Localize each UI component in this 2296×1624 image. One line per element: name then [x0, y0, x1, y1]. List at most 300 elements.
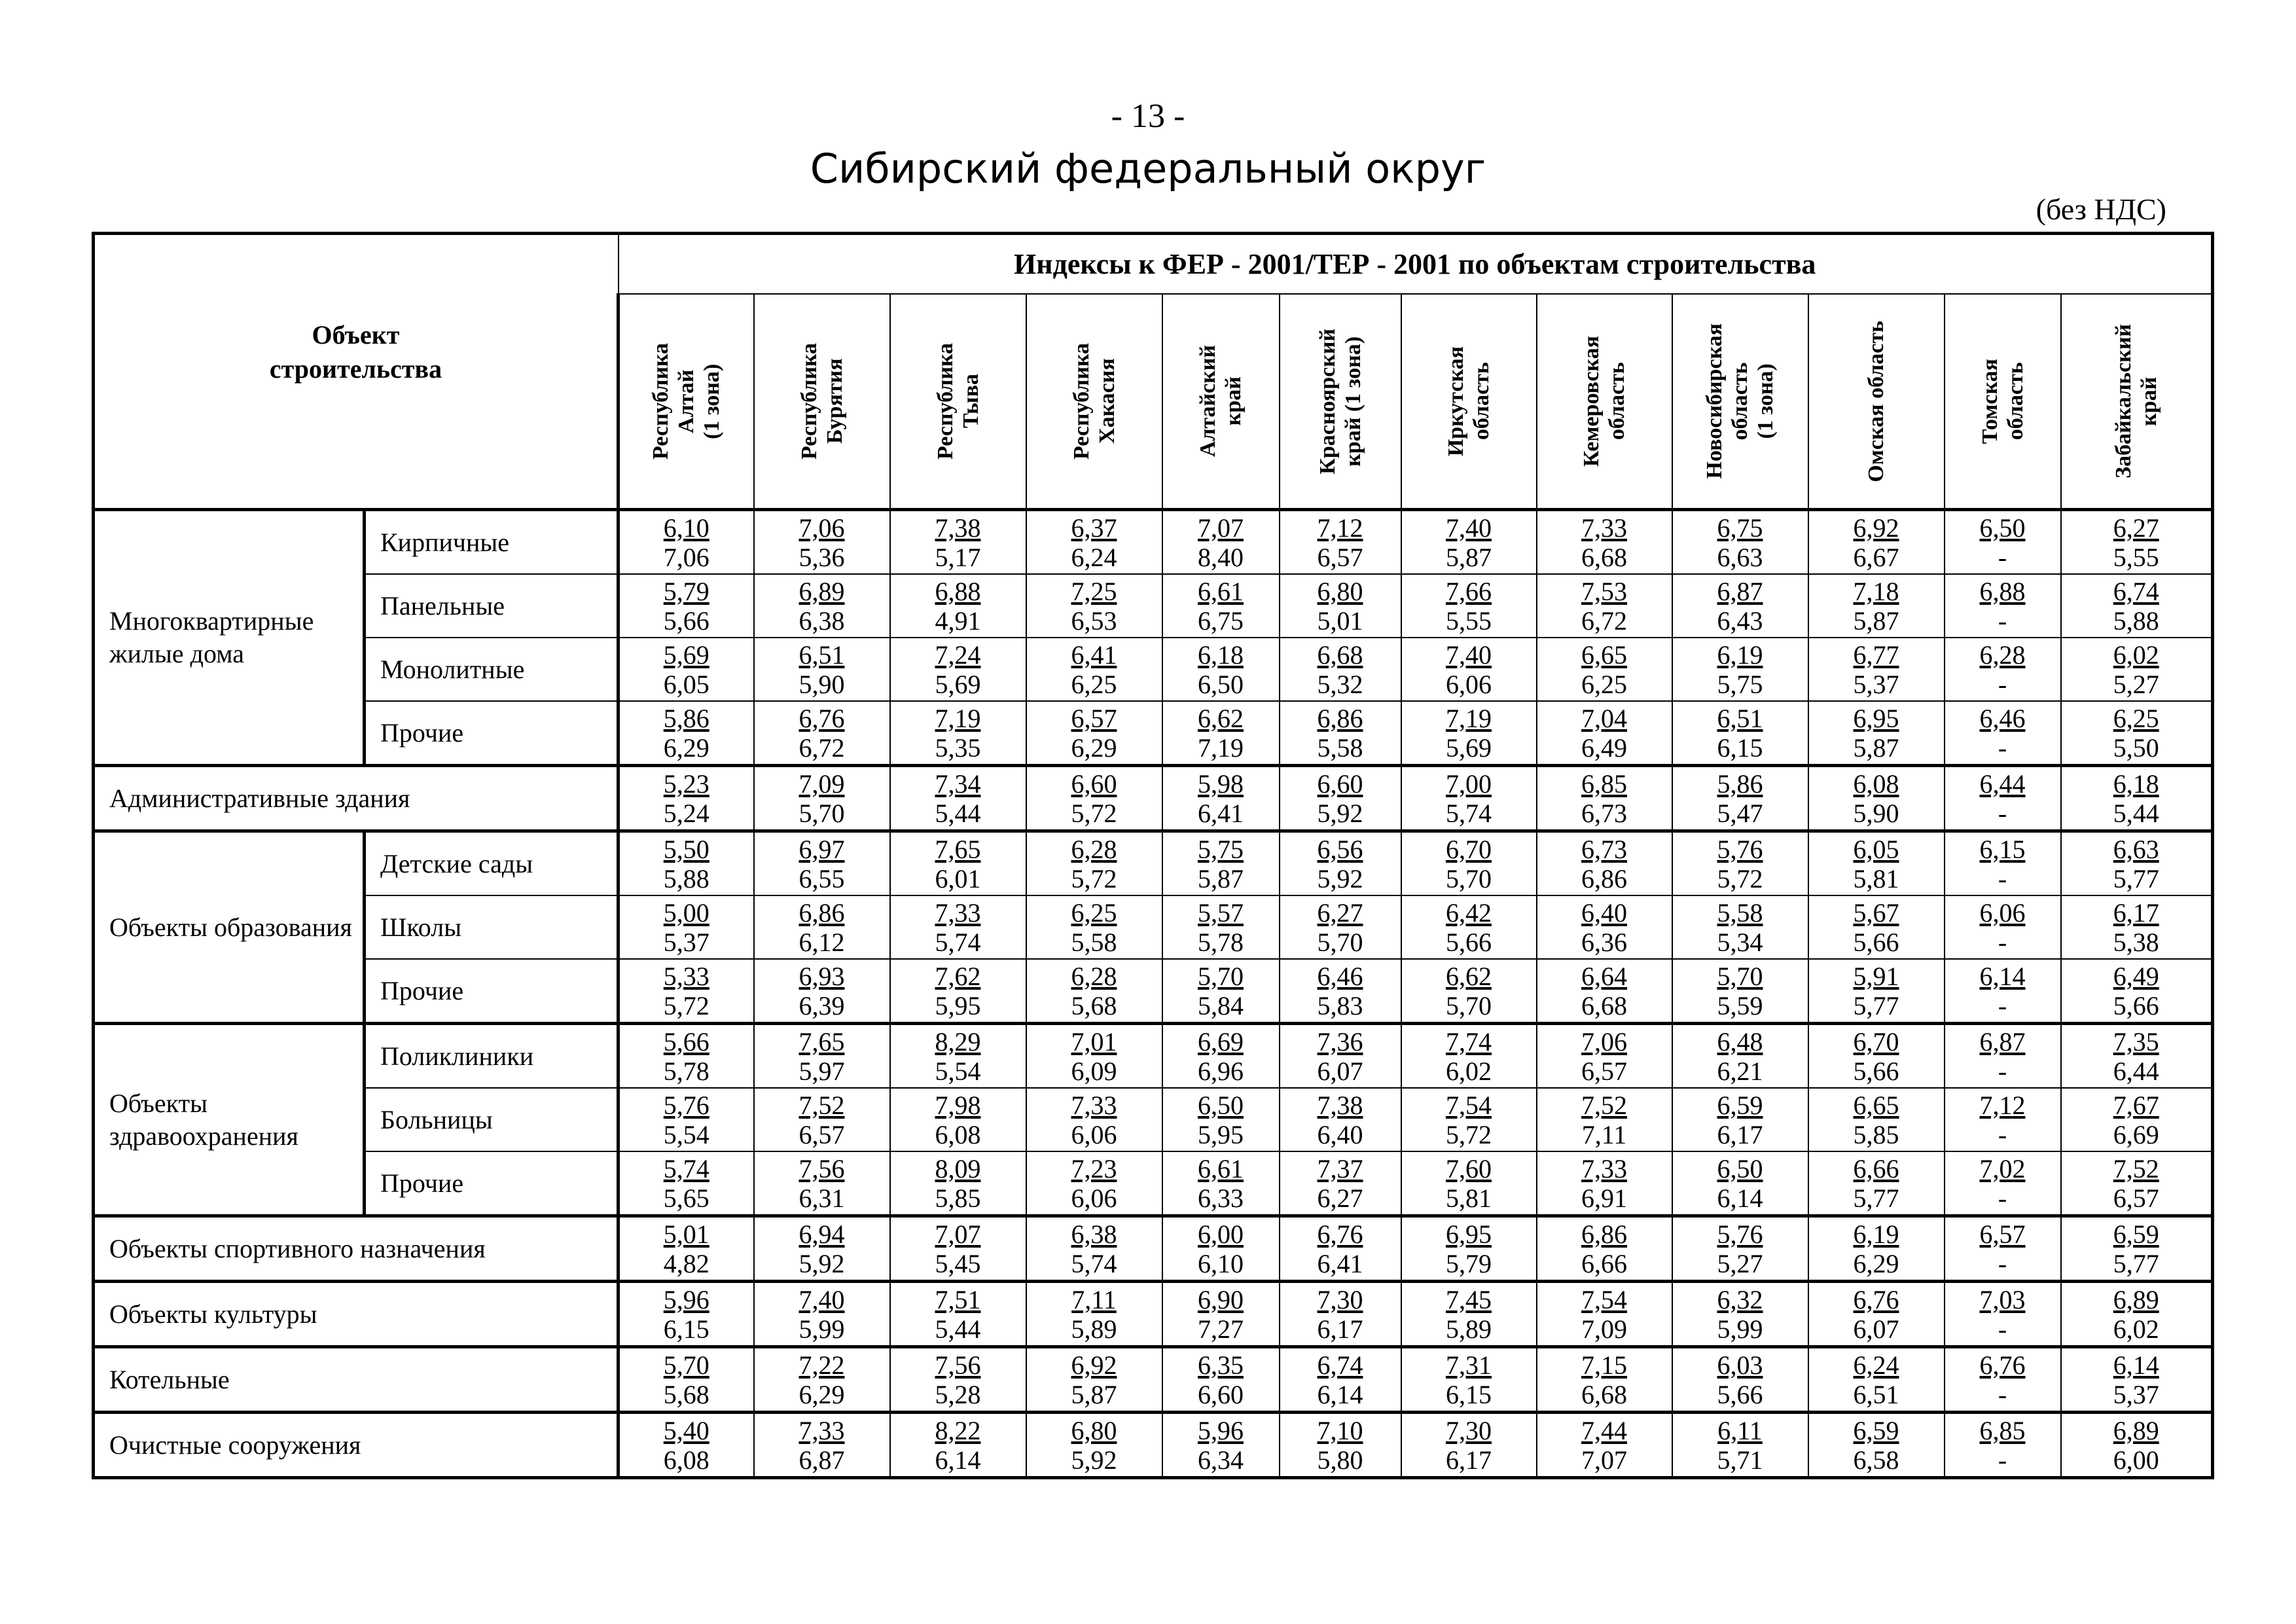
index-value-top: 6,44	[1979, 768, 2026, 799]
index-value-top: 6,87	[1717, 576, 1763, 606]
index-value-top: 5,50	[663, 834, 709, 864]
index-cell	[1401, 1088, 1537, 1151]
index-value-bottom: 6,72	[1581, 605, 1627, 636]
object-subtype-label: Прочие	[365, 959, 619, 1024]
index-cell	[1672, 1413, 1808, 1478]
index-value-top: 7,40	[1446, 513, 1492, 543]
table-row	[94, 1088, 2213, 1151]
index-cell	[1672, 638, 1808, 701]
index-value-top: 7,24	[935, 640, 981, 670]
index-cell	[1945, 1151, 2061, 1216]
index-cell	[1162, 638, 1280, 701]
index-value-bottom: 5,83	[1317, 990, 1363, 1020]
index-cell	[1026, 959, 1162, 1024]
index-value-bottom: 5,37	[1853, 669, 1899, 699]
index-value-top: 5,86	[663, 703, 709, 733]
index-value-top: 6,88	[935, 576, 981, 606]
index-value-bottom: 5,77	[1853, 990, 1899, 1020]
index-cell	[1672, 895, 1808, 959]
index-value-bottom: 6,02	[2113, 1314, 2159, 1344]
index-value-bottom: 5,66	[2113, 990, 2159, 1020]
index-value-top: 6,51	[1717, 703, 1763, 733]
region-header	[2061, 294, 2213, 510]
index-value-bottom: 7,09	[1581, 1314, 1627, 1344]
index-value-top: 6,73	[1581, 834, 1627, 864]
index-value-bottom: 5,37	[2113, 1379, 2159, 1409]
table-row	[94, 1413, 2213, 1478]
index-cell	[1401, 959, 1537, 1024]
index-value-top: 7,53	[1581, 576, 1627, 606]
index-cell	[1280, 1088, 1401, 1151]
index-value-top: 6,85	[1581, 768, 1627, 799]
index-value-top: 5,70	[663, 1350, 709, 1380]
index-cell	[754, 1347, 890, 1413]
index-cell	[754, 510, 890, 575]
index-value-bottom: 5,97	[798, 1056, 845, 1086]
index-value-top: 6,10	[663, 513, 709, 543]
region-header	[1280, 294, 1401, 510]
index-value-top: 6,57	[1071, 703, 1117, 733]
index-value-bottom: 5,44	[935, 1314, 981, 1344]
index-value-bottom: 6,58	[1853, 1445, 1899, 1475]
index-value-top: 6,62	[1446, 961, 1492, 991]
index-cell	[1808, 1088, 1945, 1151]
index-cell	[1162, 1216, 1280, 1282]
index-cell	[619, 1216, 754, 1282]
index-value-bottom: 6,14	[935, 1445, 981, 1475]
index-value-bottom: 6,24	[1071, 542, 1117, 572]
index-value-top: 7,09	[798, 768, 845, 799]
index-value-bottom: -	[1998, 927, 2007, 957]
index-value-bottom: 6,29	[798, 1379, 845, 1409]
index-value-bottom: 5,85	[1853, 1119, 1899, 1149]
index-cell	[1280, 510, 1401, 575]
index-cell	[1808, 701, 1945, 766]
index-cell	[754, 766, 890, 831]
index-cell	[1537, 638, 1672, 701]
region-header	[890, 294, 1026, 510]
index-value-bottom: 6,21	[1717, 1056, 1763, 1086]
index-cell	[1537, 1151, 1672, 1216]
index-value-bottom: 6,41	[1317, 1248, 1363, 1278]
index-value-top: 5,23	[663, 768, 709, 799]
index-value-bottom: 5,89	[1446, 1314, 1492, 1344]
index-cell	[1162, 766, 1280, 831]
object-group-label: Объекты образования	[94, 831, 365, 1024]
index-cell	[1537, 1413, 1672, 1478]
index-cell	[2061, 1413, 2213, 1478]
region-header-label: Новосибирская область (1 зона)	[1702, 323, 1778, 479]
index-value-bottom: 6,12	[798, 927, 845, 957]
index-value-bottom: 7,11	[1581, 1119, 1627, 1149]
index-cell	[1280, 1282, 1401, 1347]
index-value-bottom: 6,68	[1581, 542, 1627, 572]
index-value-top: 6,92	[1071, 1350, 1117, 1380]
index-cell	[890, 1347, 1026, 1413]
page-number: - 13 -	[1111, 98, 1185, 135]
index-cell	[1672, 701, 1808, 766]
index-value-bottom: 6,87	[798, 1445, 845, 1475]
object-group-label: Объекты здравоохранения	[94, 1024, 365, 1216]
index-value-bottom: 5,72	[1071, 798, 1117, 828]
index-value-bottom: 6,43	[1717, 605, 1763, 636]
index-cell	[2061, 1347, 2213, 1413]
index-value-bottom: 6,17	[1446, 1445, 1492, 1475]
index-value-bottom: 6,06	[1446, 669, 1492, 699]
index-value-top: 7,66	[1446, 576, 1492, 606]
index-value-top: 7,37	[1317, 1153, 1363, 1183]
index-value-bottom: 5,58	[1071, 927, 1117, 957]
index-cell	[1537, 701, 1672, 766]
index-value-top: 7,36	[1317, 1026, 1363, 1056]
index-value-top: 5,70	[1198, 961, 1244, 991]
index-value-top: 5,75	[1198, 834, 1244, 864]
index-value-top: 6,74	[2113, 576, 2159, 606]
index-cell	[1280, 1347, 1401, 1413]
index-cell	[890, 1216, 1026, 1282]
index-value-top: 6,85	[1979, 1415, 2026, 1445]
index-value-bottom: 5,92	[1071, 1445, 1117, 1475]
index-value-top: 6,89	[2113, 1284, 2159, 1314]
index-value-bottom: 5,99	[798, 1314, 845, 1344]
index-cell	[1945, 895, 2061, 959]
region-header	[1672, 294, 1808, 510]
index-value-bottom: 5,65	[663, 1183, 709, 1213]
index-value-top: 6,97	[798, 834, 845, 864]
indices-header: Индексы к ФЕР - 2001/ТЕР - 2001 по объектам строительства	[619, 234, 2213, 295]
index-value-bottom: 5,58	[1317, 732, 1363, 763]
index-value-top: 7,54	[1446, 1090, 1492, 1120]
index-value-bottom: 5,75	[1717, 669, 1763, 699]
index-value-bottom: 6,86	[1581, 863, 1627, 893]
index-cell	[754, 1151, 890, 1216]
index-value-top: 5,57	[1198, 897, 1244, 928]
region-header-label: Кемеровская область	[1579, 335, 1629, 467]
object-column-header-text: Объект строительства	[269, 319, 442, 384]
index-value-top: 5,96	[1198, 1415, 1244, 1445]
index-value-bottom: 5,69	[935, 669, 981, 699]
region-header	[1808, 294, 1945, 510]
index-value-top: 6,64	[1581, 961, 1627, 991]
index-value-top: 6,32	[1717, 1284, 1763, 1314]
index-cell	[619, 701, 754, 766]
index-value-bottom: 4,91	[935, 605, 981, 636]
index-value-top: 6,66	[1853, 1153, 1899, 1183]
index-value-bottom: 8,40	[1198, 542, 1244, 572]
index-value-top: 6,95	[1446, 1219, 1492, 1249]
index-cell	[1026, 638, 1162, 701]
index-value-bottom: 6,14	[1717, 1183, 1763, 1213]
index-value-bottom: 6,08	[663, 1445, 709, 1475]
object-subtype-label: Монолитные	[365, 638, 619, 701]
index-cell	[1280, 895, 1401, 959]
index-value-bottom: 5,34	[1717, 927, 1763, 957]
index-value-top: 6,86	[1581, 1219, 1627, 1249]
index-cell	[754, 1024, 890, 1089]
index-value-top: 7,23	[1071, 1153, 1117, 1183]
index-cell	[1280, 766, 1401, 831]
index-cell	[1672, 1024, 1808, 1089]
index-value-bottom: 7,19	[1198, 732, 1244, 763]
table-row	[94, 1216, 2213, 1282]
index-value-bottom: 5,77	[2113, 863, 2159, 893]
index-value-top: 7,52	[1581, 1090, 1627, 1120]
index-cell	[1162, 574, 1280, 638]
index-cell	[1026, 701, 1162, 766]
table-row	[94, 510, 2213, 575]
index-value-top: 6,88	[1979, 576, 2026, 606]
index-value-top: 6,93	[798, 961, 845, 991]
index-value-top: 6,80	[1071, 1415, 1117, 1445]
index-value-bottom: 6,14	[1317, 1379, 1363, 1409]
index-value-top: 5,70	[1717, 961, 1763, 991]
index-value-top: 6,25	[2113, 703, 2159, 733]
index-cell	[1945, 959, 2061, 1024]
index-value-bottom: 5,99	[1717, 1314, 1763, 1344]
index-value-top: 7,06	[798, 513, 845, 543]
index-value-top: 6,11	[1717, 1415, 1763, 1445]
index-cell	[1945, 831, 2061, 896]
index-value-bottom: 5,92	[1317, 863, 1363, 893]
index-cell	[2061, 895, 2213, 959]
index-value-top: 6,06	[1979, 897, 2026, 928]
index-value-bottom: 5,72	[1446, 1119, 1492, 1149]
index-cell	[619, 1282, 754, 1347]
index-cell	[1280, 959, 1401, 1024]
region-header	[619, 294, 754, 510]
index-cell	[1162, 1347, 1280, 1413]
index-value-top: 6,89	[2113, 1415, 2159, 1445]
index-value-top: 6,94	[798, 1219, 845, 1249]
index-cell	[1401, 1413, 1537, 1478]
index-value-bottom: 6,57	[1581, 1056, 1627, 1086]
index-value-bottom: 5,92	[1317, 798, 1363, 828]
index-cell	[890, 1151, 1026, 1216]
index-cell	[2061, 701, 2213, 766]
index-value-bottom: 5,85	[935, 1183, 981, 1213]
index-value-top: 6,38	[1071, 1219, 1117, 1249]
object-subtype-label: Больницы	[365, 1088, 619, 1151]
index-value-bottom: -	[1998, 1445, 2007, 1475]
index-value-bottom: 6,68	[1581, 1379, 1627, 1409]
index-cell	[2061, 510, 2213, 575]
index-value-top: 7,52	[2113, 1153, 2159, 1183]
index-cell	[2061, 1151, 2213, 1216]
index-value-bottom: 5,72	[663, 990, 709, 1020]
index-value-top: 6,70	[1446, 834, 1492, 864]
index-value-bottom: 5,89	[1071, 1314, 1117, 1344]
index-cell	[1401, 510, 1537, 575]
index-value-top: 5,98	[1198, 768, 1244, 799]
index-cell	[1401, 895, 1537, 959]
index-cell	[754, 1216, 890, 1282]
index-value-top: 6,61	[1198, 1153, 1244, 1183]
index-value-bottom: 5,54	[663, 1119, 709, 1149]
table-row	[94, 638, 2213, 701]
index-value-bottom: 6,02	[1446, 1056, 1492, 1086]
table-row	[94, 701, 2213, 766]
index-cell	[1945, 574, 2061, 638]
index-value-bottom: 5,87	[1446, 542, 1492, 572]
object-label: Котельные	[94, 1347, 619, 1413]
index-value-bottom: 5,77	[2113, 1248, 2159, 1278]
index-value-bottom: 6,15	[1717, 732, 1763, 763]
index-cell	[1026, 831, 1162, 896]
index-cell	[890, 831, 1026, 896]
object-subtype-label: Прочие	[365, 1151, 619, 1216]
index-cell	[890, 510, 1026, 575]
index-value-bottom: 5,54	[935, 1056, 981, 1086]
index-cell	[1537, 766, 1672, 831]
index-value-top: 6,62	[1198, 703, 1244, 733]
index-cell	[1537, 1216, 1672, 1282]
index-cell	[619, 959, 754, 1024]
index-value-bottom: -	[1998, 1183, 2007, 1213]
index-cell	[1537, 510, 1672, 575]
index-value-bottom: 6,55	[798, 863, 845, 893]
index-value-bottom: 5,66	[1446, 927, 1492, 957]
index-cell	[619, 1151, 754, 1216]
index-value-bottom: 5,66	[1853, 927, 1899, 957]
index-value-top: 6,92	[1853, 513, 1899, 543]
index-value-top: 7,56	[935, 1350, 981, 1380]
index-value-bottom: 6,41	[1198, 798, 1244, 828]
index-value-top: 6,28	[1071, 961, 1117, 991]
index-value-bottom: 6,57	[1317, 542, 1363, 572]
index-cell	[1808, 1024, 1945, 1089]
index-value-top: 7,22	[798, 1350, 845, 1380]
index-value-bottom: -	[1998, 1248, 2007, 1278]
index-value-bottom: 5,55	[1446, 605, 1492, 636]
region-header	[1945, 294, 2061, 510]
index-value-top: 5,96	[663, 1284, 709, 1314]
index-value-top: 6,76	[1979, 1350, 2026, 1380]
page-title: Сибирский федеральный округ	[810, 145, 1486, 192]
index-cell	[1537, 1088, 1672, 1151]
index-value-bottom: 5,32	[1317, 669, 1363, 699]
index-value-top: 7,33	[935, 897, 981, 928]
index-value-top: 6,60	[1317, 768, 1363, 799]
index-value-top: 5,74	[663, 1153, 709, 1183]
object-group-label: Многоквартирные жилые дома	[94, 510, 365, 766]
index-cell	[754, 1282, 890, 1347]
index-cell	[1672, 1347, 1808, 1413]
index-value-top: 6,56	[1317, 834, 1363, 864]
index-value-bottom: 6,29	[1071, 732, 1117, 763]
index-value-bottom: 5,95	[1198, 1119, 1244, 1149]
index-value-top: 6,00	[1198, 1219, 1244, 1249]
index-cell	[1808, 1216, 1945, 1282]
index-value-bottom: 6,06	[1071, 1119, 1117, 1149]
index-value-top: 5,76	[1717, 834, 1763, 864]
region-header-label: Алтайский край	[1196, 345, 1246, 458]
index-table	[92, 232, 2214, 1479]
index-value-bottom: 5,69	[1446, 732, 1492, 763]
index-cell	[1280, 1024, 1401, 1089]
index-value-top: 7,35	[2113, 1026, 2159, 1056]
region-header-label: Иркутская область	[1444, 346, 1494, 457]
index-value-top: 6,48	[1717, 1026, 1763, 1056]
index-value-bottom: 6,09	[1071, 1056, 1117, 1086]
index-value-bottom: 5,70	[1317, 927, 1363, 957]
index-value-top: 7,03	[1979, 1284, 2026, 1314]
index-cell	[1808, 1347, 1945, 1413]
index-value-top: 6,59	[2113, 1219, 2159, 1249]
index-value-top: 7,33	[1581, 513, 1627, 543]
table-row	[94, 766, 2213, 831]
index-value-top: 7,11	[1071, 1284, 1117, 1314]
index-cell	[1401, 766, 1537, 831]
index-value-bottom: 5,45	[935, 1248, 981, 1278]
index-value-bottom: -	[1998, 990, 2007, 1020]
region-header-label: Республика Тыва	[933, 343, 983, 460]
index-cell	[1401, 1347, 1537, 1413]
index-cell	[1945, 1282, 2061, 1347]
index-value-top: 6,24	[1853, 1350, 1899, 1380]
index-value-bottom: 5,87	[1853, 732, 1899, 763]
index-cell	[1162, 1282, 1280, 1347]
index-value-top: 7,67	[2113, 1090, 2159, 1120]
index-value-top: 7,60	[1446, 1153, 1492, 1183]
index-value-bottom: 5,38	[2113, 927, 2159, 957]
index-value-bottom: 6,68	[1581, 990, 1627, 1020]
index-cell	[1026, 1216, 1162, 1282]
index-value-top: 7,30	[1317, 1284, 1363, 1314]
index-value-top: 5,01	[663, 1219, 709, 1249]
index-value-top: 6,65	[1853, 1090, 1899, 1120]
region-header-label: Республика Алтай (1 зона)	[649, 343, 725, 460]
index-cell	[890, 895, 1026, 959]
index-value-bottom: 5,47	[1717, 798, 1763, 828]
index-value-top: 6,14	[2113, 1350, 2159, 1380]
index-cell	[1026, 766, 1162, 831]
index-value-bottom: 5,50	[2113, 732, 2159, 763]
index-value-bottom: 5,81	[1446, 1183, 1492, 1213]
index-value-bottom: -	[1998, 732, 2007, 763]
index-value-top: 7,07	[935, 1219, 981, 1249]
index-value-top: 7,01	[1071, 1026, 1117, 1056]
index-value-top: 6,90	[1198, 1284, 1244, 1314]
index-value-top: 6,27	[2113, 513, 2159, 543]
index-cell	[1026, 1024, 1162, 1089]
index-cell	[619, 831, 754, 896]
index-value-bottom: 5,84	[1198, 990, 1244, 1020]
index-value-bottom: -	[1998, 1314, 2007, 1344]
index-cell	[1280, 638, 1401, 701]
index-value-bottom: 5,55	[2113, 542, 2159, 572]
index-cell	[890, 959, 1026, 1024]
index-value-top: 6,59	[1717, 1090, 1763, 1120]
index-value-top: 6,50	[1198, 1090, 1244, 1120]
index-cell	[1280, 1151, 1401, 1216]
index-value-top: 6,63	[2113, 834, 2159, 864]
index-cell	[890, 1413, 1026, 1478]
index-value-top: 6,76	[798, 703, 845, 733]
index-cell	[1945, 766, 2061, 831]
index-cell	[1280, 1413, 1401, 1478]
index-value-bottom: 6,75	[1198, 605, 1244, 636]
index-value-bottom: 5,90	[798, 669, 845, 699]
index-value-bottom: 5,27	[1717, 1248, 1763, 1278]
index-value-bottom: 6,33	[1198, 1183, 1244, 1213]
index-value-top: 5,91	[1853, 961, 1899, 991]
index-cell	[1808, 510, 1945, 575]
index-value-bottom: 6,34	[1198, 1445, 1244, 1475]
index-value-top: 6,65	[1581, 640, 1627, 670]
index-value-bottom: 7,27	[1198, 1314, 1244, 1344]
index-value-top: 7,00	[1446, 768, 1492, 799]
index-value-bottom: 5,70	[1446, 990, 1492, 1020]
